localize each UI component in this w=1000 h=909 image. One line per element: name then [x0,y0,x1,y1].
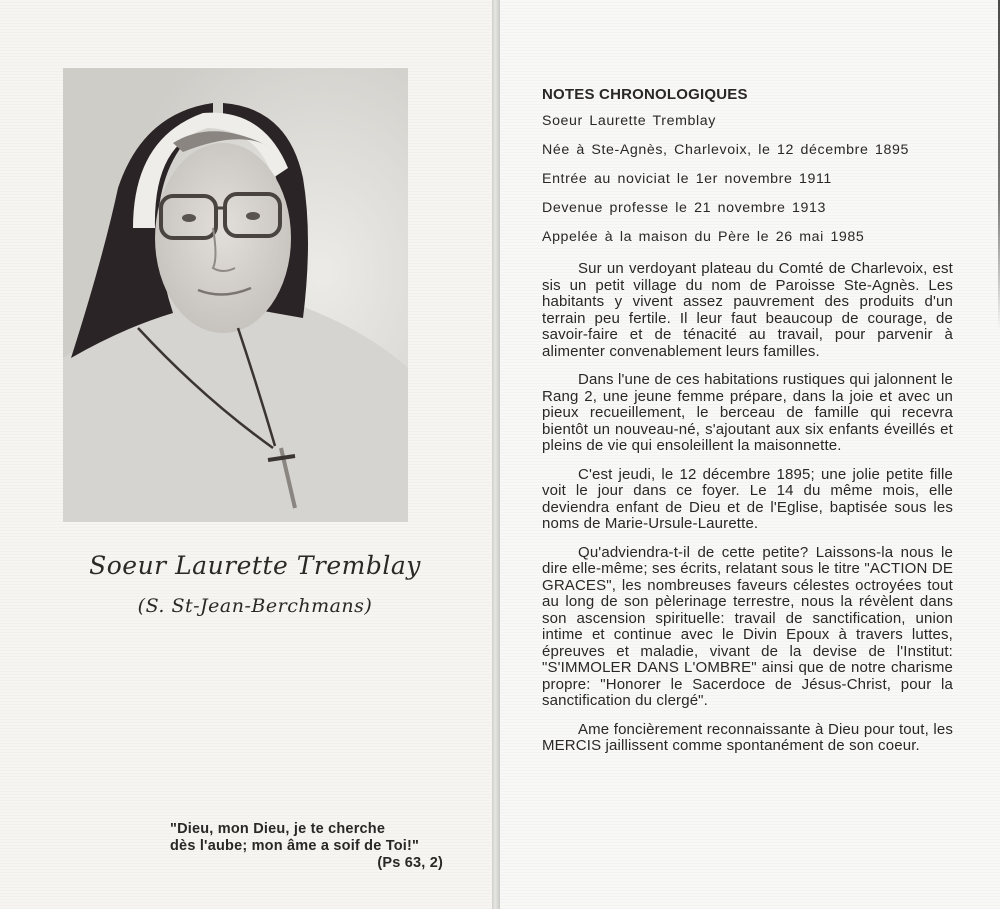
portrait-photo [63,68,408,522]
eye-right [246,212,260,220]
note-profession: Devenue professe le 21 novembre 1913 [542,200,826,216]
sister-name: Soeur Laurette Tremblay [89,551,421,580]
paragraph: C'est jeudi, le 12 décembre 1895; une jolie petite fille voit le jour dans ce foyer. Le 14 du même mois, elle deviendra enfant de Dieu et de l'Eglise, baptisée sous les noms de Marie-Ursule-Laurette. [542,465,953,532]
quote-line-2: dès l'aube; mon âme a soif de Toi!" [170,838,420,854]
paragraph: Sur un verdoyant plateau du Comté de Charlevoix, est sis un petit village du nom de Paroisse Ste-Agnès. Les habitants y vivent assez pauvrement des produits d'un terrain peu fertile. Il leur faut beaucoup de courage, de savoir-faire et de ténacité au travail, pour parvenir à alimenter convenablement leurs familles. [542,260,953,360]
quote-reference: (Ps 63, 2) [377,855,443,871]
portrait-illustration [63,68,408,522]
paragraph: Dans l'une de ces habitations rustiques qui jalonnent le Rang 2, une jeune femme prépare, dans la joie et avec un pieux recueillement, le berceau de famille qui recevra bientôt un nouveau-né, s'ajoutant aux six enfants éveillés et pleins de vie qui ensoleillent la maisonnette. [542,371,953,454]
paragraph: Qu'adviendra-t-il de cette petite? Laissons-la nous le dire elle-même; ses écrits, relatant sous le titre "ACTION DE GRACES", les nombreuses faveurs célestes octroyées tout au long de son pèlerinage terrestre, nous la révèlent dans son ascension spirituelle: travail de sanctification, union intime et continue avec le Divin Epoux à travers luttes, épreuves et maladie, vivant de la devise de l'Institut: "S'IMMOLER DANS L'OMBRE" ainsi que de notre charisme propre: "Honorer le Sacerdoce de Jésus-Christ, pour la sanctification du clergé". [542,543,953,709]
quote-line-1: "Dieu, mon Dieu, je te cherche [170,821,386,837]
chronological-notes [542,86,962,257]
biography-text [542,261,953,767]
paragraph: Ame foncièrement reconnaissante à Dieu pour tout, les MERCIS jaillissent comme spontanément de son coeur. [542,720,953,754]
eye-left [182,214,196,222]
notes-title: NOTES CHRONOLOGIQUES [542,86,748,103]
religious-name: (S. St-Jean-Berchmans) [137,595,373,617]
note-death: Appelée à la maison du Père le 26 mai 1985 [542,229,865,245]
note-novitiate: Entrée au noviciat le 1er novembre 1911 [542,171,832,187]
psalm-quote [170,821,470,872]
habit [63,303,408,522]
note-name: Soeur Laurette Tremblay [542,113,716,129]
note-birth: Née à Ste-Agnès, Charlevoix, le 12 décembre 1895 [542,142,909,158]
card-fold [492,0,500,909]
